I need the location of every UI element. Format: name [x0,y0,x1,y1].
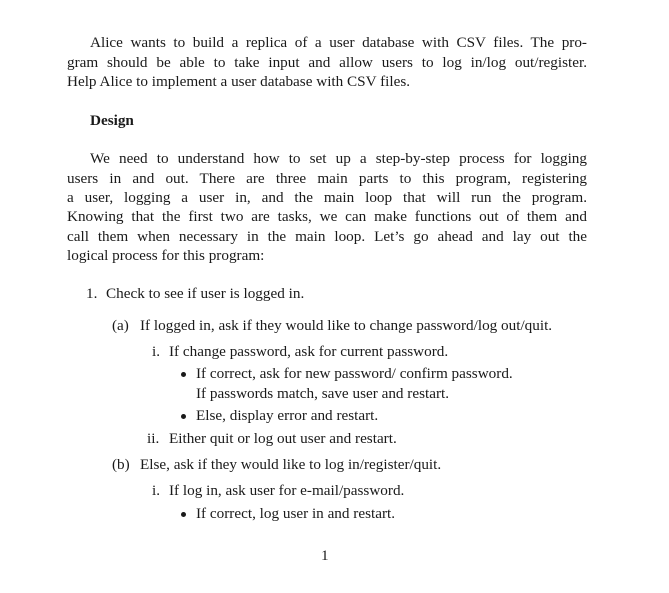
list-item-1a-i-marker: i. [152,343,161,360]
list-item-1a-ii-marker: ii. [147,430,160,447]
bullet-icon [181,414,186,419]
list-item-1b-text: Else, ask if they would like to log in/register/quit. [140,456,442,473]
intro-line-1: Alice wants to build a replica of a user database with CSV files. The pro- [90,34,587,51]
list-item-1b-i-text: If log in, ask user for e-mail/password. [169,482,405,499]
list-item-1a-i-text: If change password, ask for current password. [169,343,449,360]
list-item-1-text: Check to see if user is logged in. [106,285,305,302]
list-item-1a-i-bullet-2-text: Else, display error and restart. [196,407,379,424]
intro-line-3: Help Alice to implement a user database with CSV files. [67,73,411,90]
list-item-1a-i-bullet-1-continuation: If passwords match, save user and restart. [196,385,450,402]
design-line-6: logical process for this program: [67,247,265,264]
list-item-1a-ii-text: Either quit or log out user and restart. [169,430,397,447]
list-item-1b-marker: (b) [112,456,130,473]
list-item-1 [86,284,97,304]
bullet-icon [181,372,186,377]
list-item-1b-i-marker: i. [152,482,161,499]
bullet-icon [181,512,186,517]
section-heading-design: Design [90,112,134,129]
list-item-1a-text: If logged in, ask if they would like to change password/log out/quit. [140,317,553,334]
design-line-1: We need to understand how to set up a step-by-step process for logging [90,150,587,167]
page-number: 1 [321,547,329,564]
list-item-1b-i-bullet-1-text: If correct, log user in and restart. [196,505,396,522]
list-item-1a-marker: (a) [112,317,129,334]
design-line-5: call them when necessary in the main loop. Let’s go ahead and lay out the [67,228,587,245]
list-item-1a-i-bullet-1-text: If correct, ask for new password/ confirm password. [196,365,513,382]
list-marker: 1. [86,285,98,302]
intro-line-2: gram should be able to take input and allow users to log in/log out/register. [67,54,587,71]
design-line-2: users in and out. There are three main parts to this program, registering [67,170,587,187]
design-line-4: Knowing that the first two are tasks, we can make functions out of them and [67,208,587,225]
design-line-3: a user, logging a user in, and the main loop that will run the program. [67,189,587,206]
